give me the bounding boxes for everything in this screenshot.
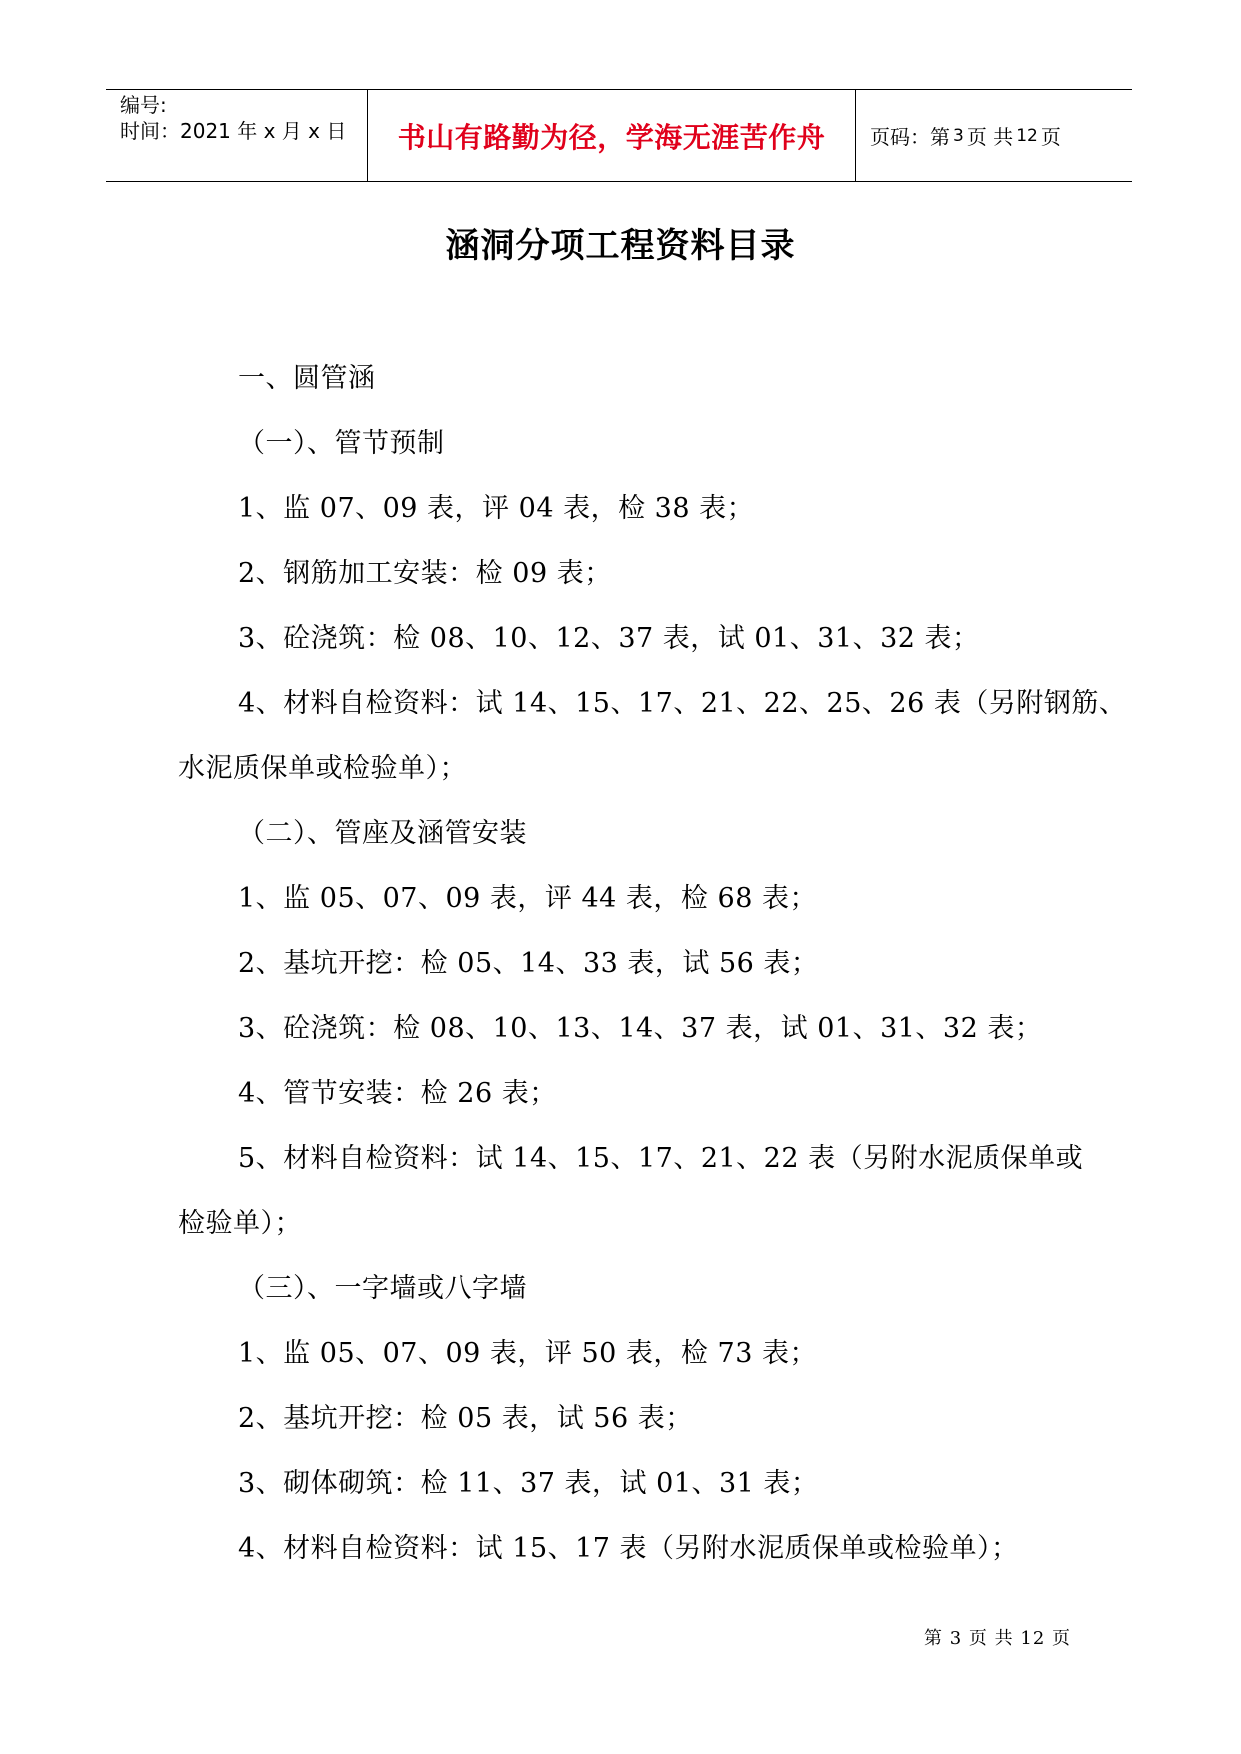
list-item-continuation: 检验单）； — [178, 1208, 302, 1239]
page-header — [106, 89, 1132, 182]
document-time-label: 时间：2021 年 x 月 x 日 — [120, 119, 347, 143]
document-number-label: 编号: — [120, 93, 167, 117]
list-item: 4、材料自检资料：试 15、17 表（另附水泥质保单或检验单）； — [238, 1533, 1019, 1564]
list-item: 1、监 07、09 表，评 04 表，检 38 表； — [238, 493, 755, 524]
list-item: 3、砌体砌筑：检 11、37 表，试 01、31 表； — [238, 1468, 819, 1499]
subsection-heading: （二）、管座及涵管安装 — [238, 818, 527, 849]
section-heading: 一、圆管涵 — [238, 363, 376, 394]
subsection-heading: （三）、一字墙或八字墙 — [238, 1273, 527, 1304]
list-item: 4、管节安装：检 26 表； — [238, 1078, 557, 1109]
document-title: 涵洞分项工程资料目录 — [445, 226, 796, 266]
header-motto: 书山有路勤为径，学海无涯苦作舟 — [368, 90, 856, 181]
page-mid: 页 共 — [966, 125, 1014, 149]
list-item: 1、监 05、07、09 表，评 44 表，检 68 表； — [238, 883, 817, 914]
header-info-cell — [106, 90, 368, 181]
page-prefix: 页码：第 — [870, 125, 950, 149]
page-current: 3 — [953, 125, 964, 146]
list-item: 3、砼浇筑：检 08、10、13、14、37 表，试 01、31、32 表； — [238, 1013, 1043, 1044]
list-item: 2、基坑开挖：检 05、14、33 表，试 56 表； — [238, 948, 819, 979]
subsection-heading: （一）、管节预制 — [238, 428, 445, 459]
page-footer: 第 3 页 共 12 页 — [924, 1628, 1071, 1649]
list-item: 2、基坑开挖：检 05 表，试 56 表； — [238, 1403, 693, 1434]
list-item: 1、监 05、07、09 表，评 50 表，检 73 表； — [238, 1338, 817, 1369]
page-suffix: 页 — [1040, 125, 1061, 149]
list-item: 3、砼浇筑：检 08、10、12、37 表，试 01、31、32 表； — [238, 623, 980, 654]
header-page-indicator — [856, 90, 1132, 181]
list-item: 2、钢筋加工安装：检 09 表； — [238, 558, 612, 589]
list-item-continuation: 水泥质保单或检验单）； — [178, 753, 467, 784]
list-item: 4、材料自检资料：试 14、15、17、21、22、25、26 表（另附钢筋、 — [238, 688, 1127, 719]
list-item: 5、材料自检资料：试 14、15、17、21、22 表（另附水泥质保单或 — [238, 1143, 1084, 1174]
page-total: 12 — [1016, 125, 1038, 146]
